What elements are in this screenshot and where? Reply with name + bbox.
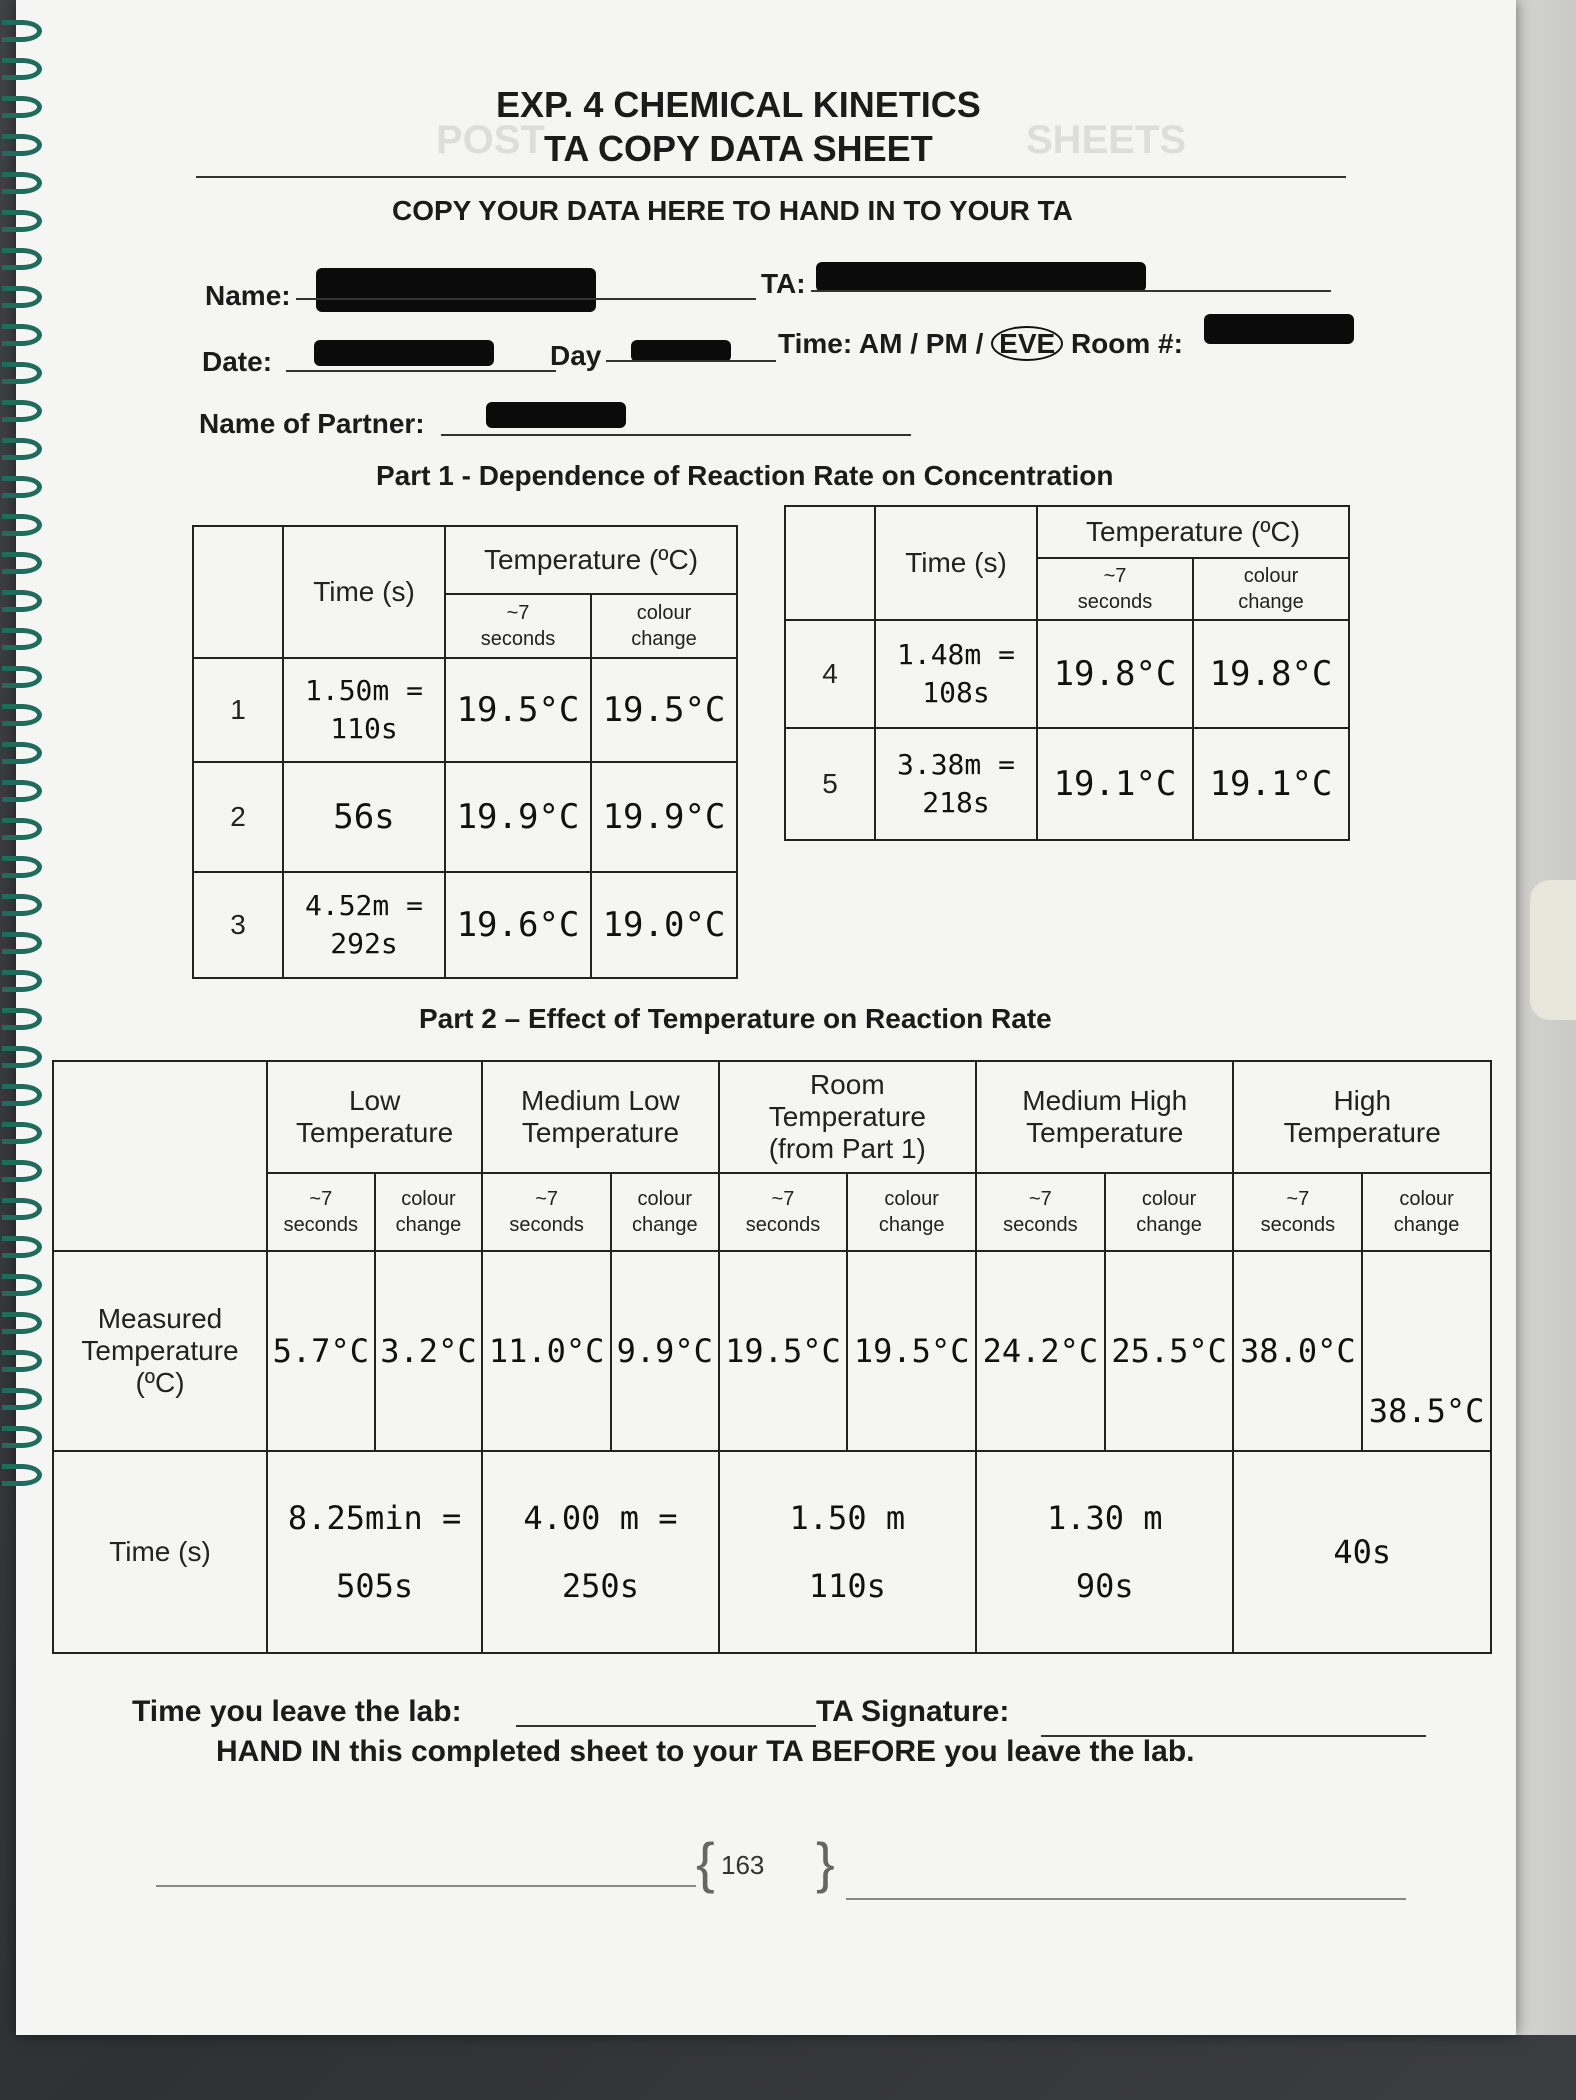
run-number: 5 xyxy=(785,728,875,840)
partner-label: Name of Partner: xyxy=(199,408,425,439)
title-underline xyxy=(196,176,1346,178)
name-label: Name: xyxy=(205,280,291,311)
time-cell-medium-high xyxy=(976,1451,1233,1653)
time-cell-high xyxy=(1233,1451,1491,1653)
partner-line xyxy=(441,434,911,436)
time-bottom: 505s xyxy=(336,1567,414,1605)
part1-table-right xyxy=(784,505,1350,841)
redacted-day xyxy=(631,340,731,362)
part2-heading: Part 2 – Effect of Temperature on Reaction Rate xyxy=(419,1003,1052,1034)
sub-colour-change: colour change xyxy=(1193,558,1349,620)
sub-colour-change: colour change xyxy=(611,1173,719,1251)
sub-seconds: ~7 seconds xyxy=(719,1173,848,1251)
ta-signature-label: TA Signature: xyxy=(816,1695,1010,1728)
run-header-empty xyxy=(785,506,875,620)
time-top: 1.30 m xyxy=(1046,1499,1163,1537)
temp-header: Temperature (ºC) xyxy=(1037,506,1349,558)
part1-heading: Part 1 - Dependence of Reaction Rate on Concentration xyxy=(376,460,1114,491)
spiral-binding xyxy=(0,20,46,1490)
time-header: Time (s) xyxy=(283,526,445,658)
col-medium-high-temp: Medium High Temperature xyxy=(976,1061,1233,1173)
leave-time-line xyxy=(516,1725,816,1727)
title-line2: TA COPY DATA SHEET xyxy=(544,128,933,169)
sub-colour-change: colour change xyxy=(847,1173,976,1251)
date-label: Date: xyxy=(202,346,273,377)
sub-seconds: ~7 seconds xyxy=(267,1173,375,1251)
time-bottom: 250s xyxy=(561,1567,639,1605)
title-line1: EXP. 4 CHEMICAL KINETICS xyxy=(496,84,981,125)
temp-colour-value: 19.0°C xyxy=(591,872,737,978)
page-number: 163 xyxy=(721,1850,765,1880)
room-label: Room #: xyxy=(1070,328,1183,359)
time-value: 56s xyxy=(283,762,445,872)
temp-value: 5.7°C xyxy=(267,1251,375,1451)
temp-7s-value: 19.1°C xyxy=(1037,728,1193,840)
redacted-ta xyxy=(816,262,1146,292)
corner-empty xyxy=(53,1061,267,1251)
name-line xyxy=(296,298,756,300)
temp-value: 38.0°C xyxy=(1233,1251,1362,1451)
faint-bleedthrough-left: POST xyxy=(436,118,545,162)
time-value: 1.48m = 108s xyxy=(875,620,1037,728)
sub-colour-change: colour change xyxy=(1362,1173,1491,1251)
col-medium-low-temp: Medium Low Temperature xyxy=(482,1061,718,1173)
temp-7s-value: 19.6°C xyxy=(445,872,591,978)
part2-table xyxy=(52,1060,1492,1654)
row-measured-temp-label: Measured Temperature (ºC) xyxy=(53,1251,267,1451)
sub-colour-change: colour change xyxy=(591,594,737,658)
time-cell-low xyxy=(267,1451,482,1653)
date-line xyxy=(286,370,556,372)
day-line xyxy=(606,360,776,362)
eve-circled: EVE xyxy=(991,326,1063,361)
time-bottom: 90s xyxy=(1075,1567,1134,1605)
data-sheet-page xyxy=(16,0,1516,2035)
highlighter-cap xyxy=(1530,880,1576,1020)
temp-colour-value: 19.8°C xyxy=(1193,620,1349,728)
time-session-label xyxy=(778,328,1183,360)
temp-value: 24.2°C xyxy=(976,1251,1105,1451)
sub-seconds: ~7 seconds xyxy=(976,1173,1105,1251)
faint-bleedthrough-right: SHEETS xyxy=(1026,118,1187,162)
temp-value: 38.5°C xyxy=(1362,1251,1491,1451)
temp-value: 3.2°C xyxy=(375,1251,483,1451)
temp-header: Temperature (ºC) xyxy=(445,526,737,594)
ta-line xyxy=(811,290,1331,292)
time-cell-medium-low xyxy=(482,1451,718,1653)
redacted-name xyxy=(316,268,596,312)
temp-colour-value: 19.5°C xyxy=(591,658,737,762)
instruction-text: COPY YOUR DATA HERE TO HAND IN TO YOUR TA xyxy=(392,195,1073,226)
temp-colour-value: 19.9°C xyxy=(591,762,737,872)
time-ampm-text: Time: AM / PM / xyxy=(778,328,984,359)
time-bottom: 40s xyxy=(1333,1533,1392,1571)
time-bottom: 110s xyxy=(808,1567,886,1605)
time-top: 8.25min = xyxy=(287,1499,462,1537)
time-value: 3.38m = 218s xyxy=(875,728,1037,840)
run-number: 2 xyxy=(193,762,283,872)
run-number: 1 xyxy=(193,658,283,762)
sub-seconds: ~7 seconds xyxy=(445,594,591,658)
redacted-partner xyxy=(486,402,626,428)
page-bracket-right: } xyxy=(816,1831,835,1894)
run-number: 4 xyxy=(785,620,875,728)
run-header-empty xyxy=(193,526,283,658)
footer-rule-left xyxy=(156,1885,696,1887)
day-label: Day xyxy=(550,340,602,371)
temp-value: 25.5°C xyxy=(1105,1251,1234,1451)
row-time-label: Time (s) xyxy=(53,1451,267,1653)
temp-7s-value: 19.9°C xyxy=(445,762,591,872)
col-room-temp: Room Temperature (from Part 1) xyxy=(719,1061,976,1173)
time-value: 4.52m = 292s xyxy=(283,872,445,978)
temp-value: 19.5°C xyxy=(719,1251,848,1451)
page-bracket-left: { xyxy=(696,1831,715,1894)
time-top: 4.00 m = xyxy=(523,1499,678,1537)
ta-label: TA: xyxy=(761,268,806,299)
temp-value: 9.9°C xyxy=(611,1251,719,1451)
footer-rule-right xyxy=(846,1898,1406,1900)
leave-time-label: Time you leave the lab: xyxy=(132,1695,462,1728)
run-number: 3 xyxy=(193,872,283,978)
sub-colour-change: colour change xyxy=(1105,1173,1234,1251)
sub-seconds: ~7 seconds xyxy=(1233,1173,1362,1251)
part1-table-left xyxy=(192,525,738,979)
col-low-temp: Low Temperature xyxy=(267,1061,482,1173)
time-top: 1.50 m xyxy=(789,1499,906,1537)
time-cell-room xyxy=(719,1451,976,1653)
sub-seconds: ~7 seconds xyxy=(1037,558,1193,620)
time-header: Time (s) xyxy=(875,506,1037,620)
temp-colour-value: 19.1°C xyxy=(1193,728,1349,840)
redacted-date xyxy=(314,340,494,366)
temp-7s-value: 19.8°C xyxy=(1037,620,1193,728)
temp-7s-value: 19.5°C xyxy=(445,658,591,762)
temp-value: 11.0°C xyxy=(482,1251,611,1451)
sub-seconds: ~7 seconds xyxy=(482,1173,611,1251)
redacted-room xyxy=(1204,314,1354,344)
temp-value: 19.5°C xyxy=(847,1251,976,1451)
hand-in-instruction: HAND IN this completed sheet to your TA BEFORE you leave the lab. xyxy=(216,1735,1195,1768)
col-high-temp: High Temperature xyxy=(1233,1061,1491,1173)
sub-colour-change: colour change xyxy=(375,1173,483,1251)
time-value: 1.50m = 110s xyxy=(283,658,445,762)
